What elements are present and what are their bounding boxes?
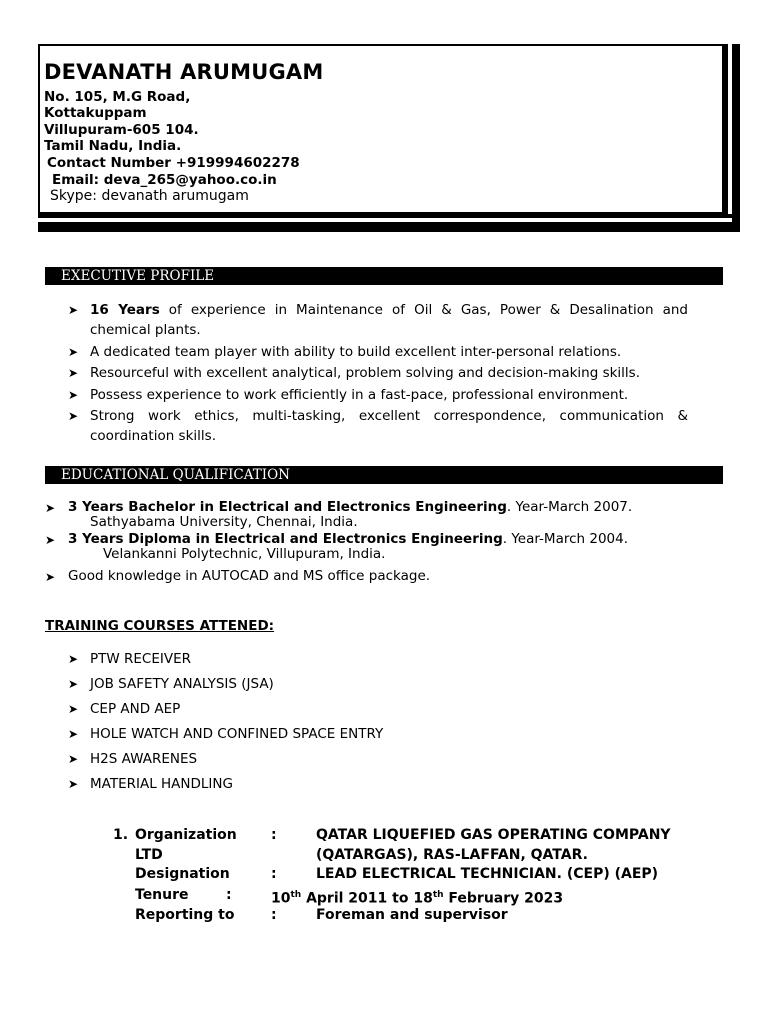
training-item-2: JOB SAFETY ANALYSIS (JSA)	[90, 676, 274, 692]
organization-label: Organization	[135, 827, 237, 843]
section-educational-qualification: EDUCATIONAL QUALIFICATION	[45, 466, 723, 484]
training-item-3: CEP AND AEP	[90, 701, 181, 717]
arrow-bullet-icon: ➤	[45, 533, 56, 547]
organization-colon: :	[271, 827, 277, 843]
training-item-1: PTW RECEIVER	[90, 651, 192, 667]
header-shadow-bottom	[38, 214, 740, 232]
arrow-bullet-icon: ➤	[68, 388, 79, 402]
arrow-bullet-icon: ➤	[68, 677, 79, 691]
address-line-4: Tamil Nadu, India.	[44, 138, 182, 154]
reporting-colon: :	[271, 907, 277, 923]
arrow-bullet-icon: ➤	[68, 409, 79, 423]
tenure-label: Tenure	[135, 887, 189, 903]
arrow-bullet-icon: ➤	[68, 702, 79, 716]
tenure-value: 10th April 2011 to 18th February 2023	[271, 890, 564, 907]
header-shadow-right	[724, 44, 740, 232]
arrow-bullet-icon: ➤	[68, 652, 79, 666]
arrow-bullet-icon: ➤	[68, 727, 79, 741]
organization-value-cont: (QATARGAS), RAS-LAFFAN, QATAR.	[316, 847, 588, 863]
section-executive-profile: EXECUTIVE PROFILE	[45, 267, 723, 285]
education-item-1-institution: Sathyabama University, Chennai, India.	[90, 514, 358, 530]
address-line-1: No. 105, M.G Road,	[44, 89, 191, 105]
arrow-bullet-icon: ➤	[68, 366, 79, 380]
organization-value: QATAR LIQUEFIED GAS OPERATING COMPANY	[316, 827, 671, 843]
arrow-bullet-icon: ➤	[68, 777, 79, 791]
education-item-3: Good knowledge in AUTOCAD and MS office package.	[68, 568, 431, 584]
designation-colon: :	[271, 866, 277, 882]
arrow-bullet-icon: ➤	[45, 501, 56, 515]
contact-number: Contact Number +919994602278	[47, 155, 300, 171]
arrow-bullet-icon: ➤	[68, 303, 79, 317]
profile-item-5: Strong work ethics, multi-tasking, excellent correspondence, communication & coordination skills.	[90, 408, 688, 444]
experience-number: 1.	[113, 827, 129, 843]
profile-item-1: 16 Years of experience in Maintenance of Oil & Gas, Power & Desalination and chemical plants.	[90, 302, 688, 338]
skype: Skype: devanath arumugam	[50, 188, 249, 204]
arrow-bullet-icon: ➤	[68, 752, 79, 766]
profile-item-4: Possess experience to work efficiently in a fast-pace, professional environment.	[90, 387, 629, 403]
reporting-label: Reporting to	[135, 907, 235, 923]
email: Email: deva_265@yahoo.co.in	[52, 172, 277, 188]
tenure-colon: :	[226, 887, 232, 903]
designation-value: LEAD ELECTRICAL TECHNICIAN. (CEP) (AEP)	[316, 866, 659, 882]
arrow-bullet-icon: ➤	[45, 570, 56, 584]
profile-item-2: A dedicated team player with ability to build excellent inter-personal relations.	[90, 344, 622, 360]
education-item-2: 3 Years Diploma in Electrical and Electronics Engineering. Year-March 2004.	[68, 531, 629, 547]
profile-item-3: Resourceful with excellent analytical, problem solving and decision-making skills.	[90, 365, 640, 381]
candidate-name: DEVANATH ARUMUGAM	[44, 60, 324, 84]
training-heading: TRAINING COURSES ATTENED:	[45, 618, 275, 634]
address-line-3: Villupuram-605 104.	[44, 122, 199, 138]
address-line-2: Kottakuppam	[44, 105, 147, 121]
education-item-1: 3 Years Bachelor in Electrical and Electronics Engineering. Year-March 2007.	[68, 499, 633, 515]
education-item-2-institution: Velankanni Polytechnic, Villupuram, India.	[103, 546, 386, 562]
training-item-5: H2S AWARENES	[90, 751, 198, 767]
training-item-6: MATERIAL HANDLING	[90, 776, 233, 792]
arrow-bullet-icon: ➤	[68, 345, 79, 359]
training-item-4: HOLE WATCH AND CONFINED SPACE ENTRY	[90, 726, 384, 742]
organization-label-cont: LTD	[135, 847, 163, 863]
designation-label: Designation	[135, 866, 230, 882]
reporting-value: Foreman and supervisor	[316, 907, 508, 923]
